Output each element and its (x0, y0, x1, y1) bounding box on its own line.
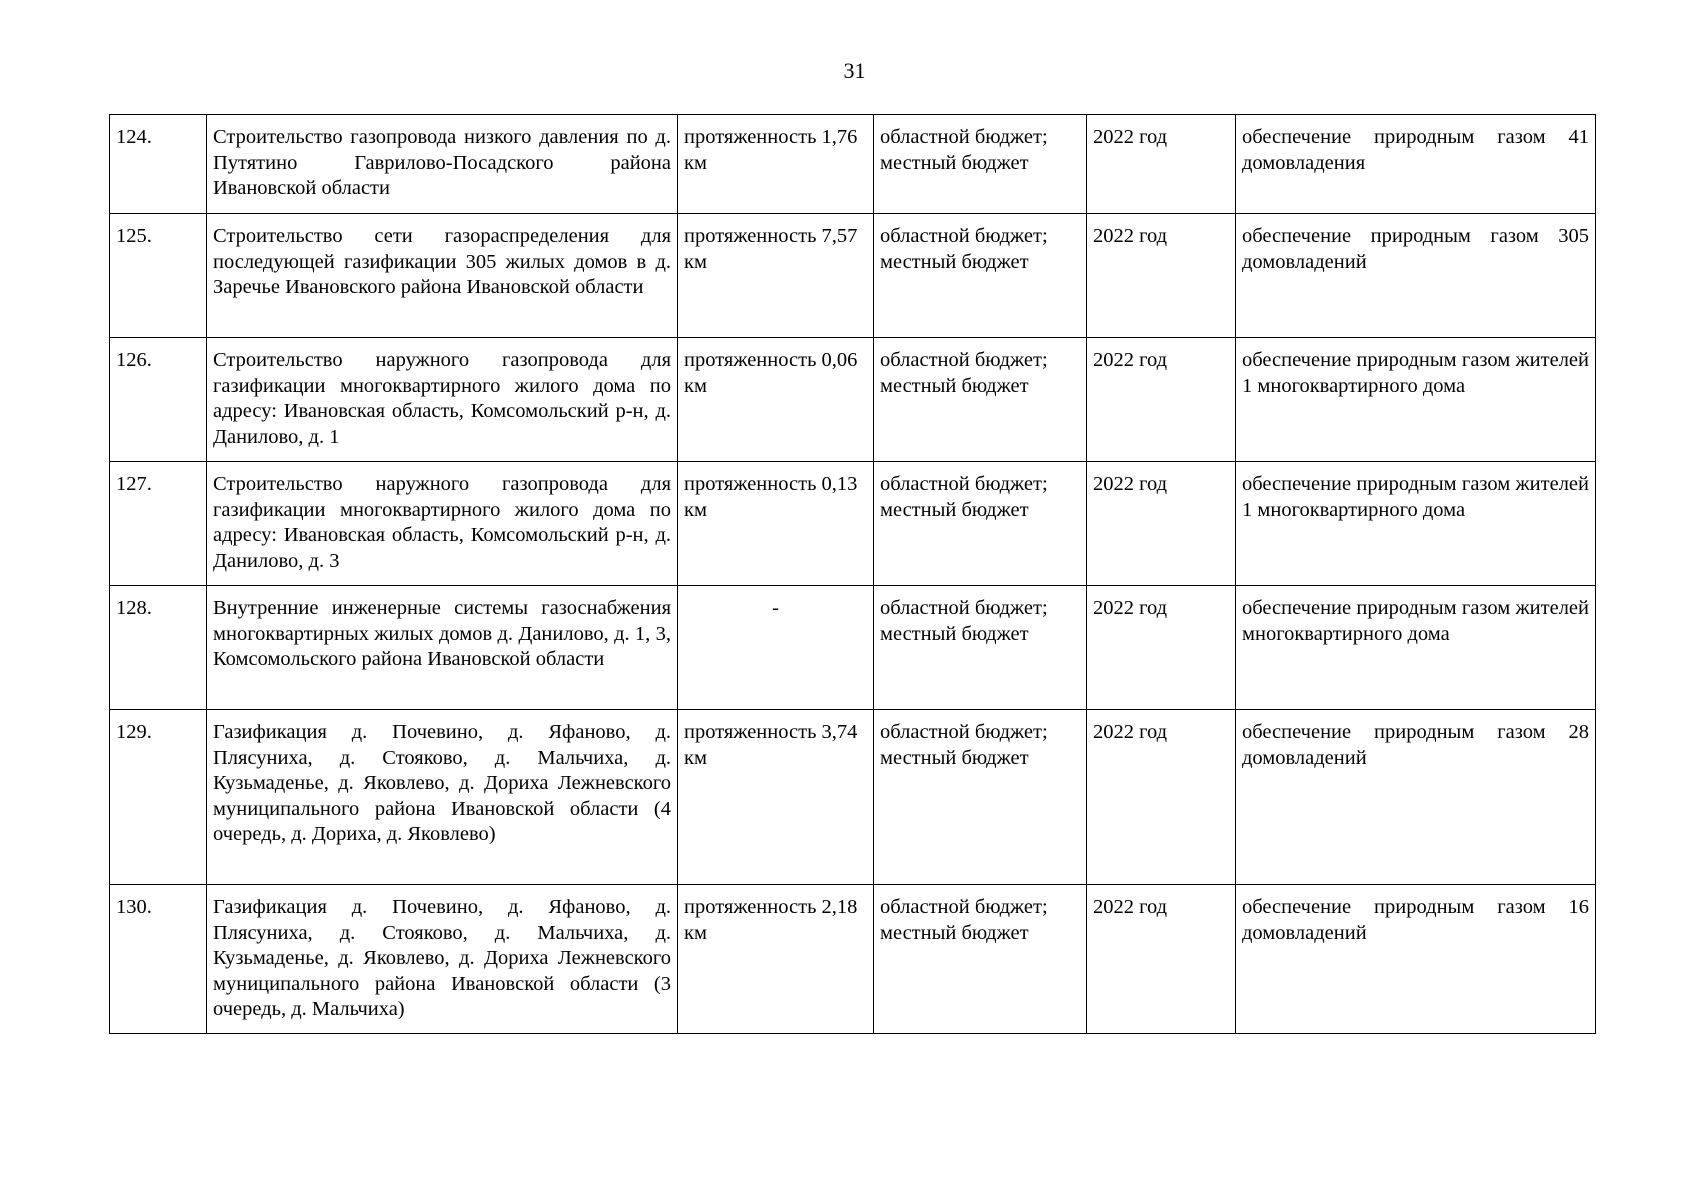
project-size-cell: - (678, 586, 874, 710)
project-name-cell: Газификация д. Почевино, д. Яфаново, д. Плясуниха, д. Стояково, д. Мальчиха, д. Кузьмаденье, д. Яковлево, д. Дориха Лежневского муниципального района Ивановской области (4 очередь, д. Дориха, д. Яковлево) (207, 710, 678, 885)
table-row (110, 338, 1596, 462)
year-cell: 2022 год (1087, 214, 1236, 338)
result-cell: обеспечение природным газом 41 домовладения (1236, 115, 1596, 214)
projects-table (109, 114, 1596, 1034)
project-name-cell: Строительство сети газораспределения для последующей газификации 305 жилых домов в д. Заречье Ивановского района Ивановской области (207, 214, 678, 338)
row-number-cell: 129. (110, 710, 207, 885)
page-number: 31 (843, 58, 866, 83)
funding-source-cell: областной бюджет; местный бюджет (874, 338, 1087, 462)
result-cell: обеспечение природным газом 16 домовладений (1236, 885, 1596, 1034)
row-number-cell: 128. (110, 586, 207, 710)
project-name-cell: Газификация д. Почевино, д. Яфаново, д. Плясуниха, д. Стояково, д. Мальчиха, д. Кузьмаденье, д. Яковлево, д. Дориха Лежневского муниципального района Ивановской области (3 очередь, д. Мальчиха) (207, 885, 678, 1034)
result-cell: обеспечение природным газом жителей 1 многоквартирного дома (1236, 338, 1596, 462)
row-number-cell: 125. (110, 214, 207, 338)
project-size-cell: протяженность 1,76 км (678, 115, 874, 214)
project-size-cell: протяженность 0,13 км (678, 462, 874, 586)
funding-source-cell: областной бюджет; местный бюджет (874, 214, 1087, 338)
table-row (110, 586, 1596, 710)
project-size-cell: протяженность 0,06 км (678, 338, 874, 462)
project-name-cell: Строительство наружного газопровода для газификации многоквартирного жилого дома по адресу: Ивановская область, Комсомольский р-н, д. Данилово, д. 1 (207, 338, 678, 462)
funding-source-cell: областной бюджет; местный бюджет (874, 462, 1087, 586)
project-size-cell: протяженность 2,18 км (678, 885, 874, 1034)
table-row (110, 885, 1596, 1034)
result-cell: обеспечение природным газом жителей многоквартирного дома (1236, 586, 1596, 710)
project-size-cell: протяженность 7,57 км (678, 214, 874, 338)
project-name-cell: Внутренние инженерные системы газоснабжения многоквартирных жилых домов д. Данилово, д. 1, 3, Комсомольского района Ивановской области (207, 586, 678, 710)
table-row (110, 214, 1596, 338)
result-cell: обеспечение природным газом 28 домовладений (1236, 710, 1596, 885)
project-name-cell: Строительство газопровода низкого давления по д. Путятино Гаврилово-Посадского района Ивановской области (207, 115, 678, 214)
table-row (110, 462, 1596, 586)
year-cell: 2022 год (1087, 115, 1236, 214)
year-cell: 2022 год (1087, 885, 1236, 1034)
table-row (110, 710, 1596, 885)
result-cell: обеспечение природным газом 305 домовладений (1236, 214, 1596, 338)
row-number-cell: 130. (110, 885, 207, 1034)
funding-source-cell: областной бюджет; местный бюджет (874, 115, 1087, 214)
project-name-cell: Строительство наружного газопровода для газификации многоквартирного жилого дома по адресу: Ивановская область, Комсомольский р-н, д. Данилово, д. 3 (207, 462, 678, 586)
funding-source-cell: областной бюджет; местный бюджет (874, 586, 1087, 710)
row-number-cell: 127. (110, 462, 207, 586)
funding-source-cell: областной бюджет; местный бюджет (874, 885, 1087, 1034)
result-cell: обеспечение природным газом жителей 1 многоквартирного дома (1236, 462, 1596, 586)
year-cell: 2022 год (1087, 586, 1236, 710)
row-number-cell: 126. (110, 338, 207, 462)
year-cell: 2022 год (1087, 710, 1236, 885)
funding-source-cell: областной бюджет; местный бюджет (874, 710, 1087, 885)
year-cell: 2022 год (1087, 338, 1236, 462)
project-size-cell: протяженность 3,74 км (678, 710, 874, 885)
row-number-cell: 124. (110, 115, 207, 214)
table-row (110, 115, 1596, 214)
year-cell: 2022 год (1087, 462, 1236, 586)
